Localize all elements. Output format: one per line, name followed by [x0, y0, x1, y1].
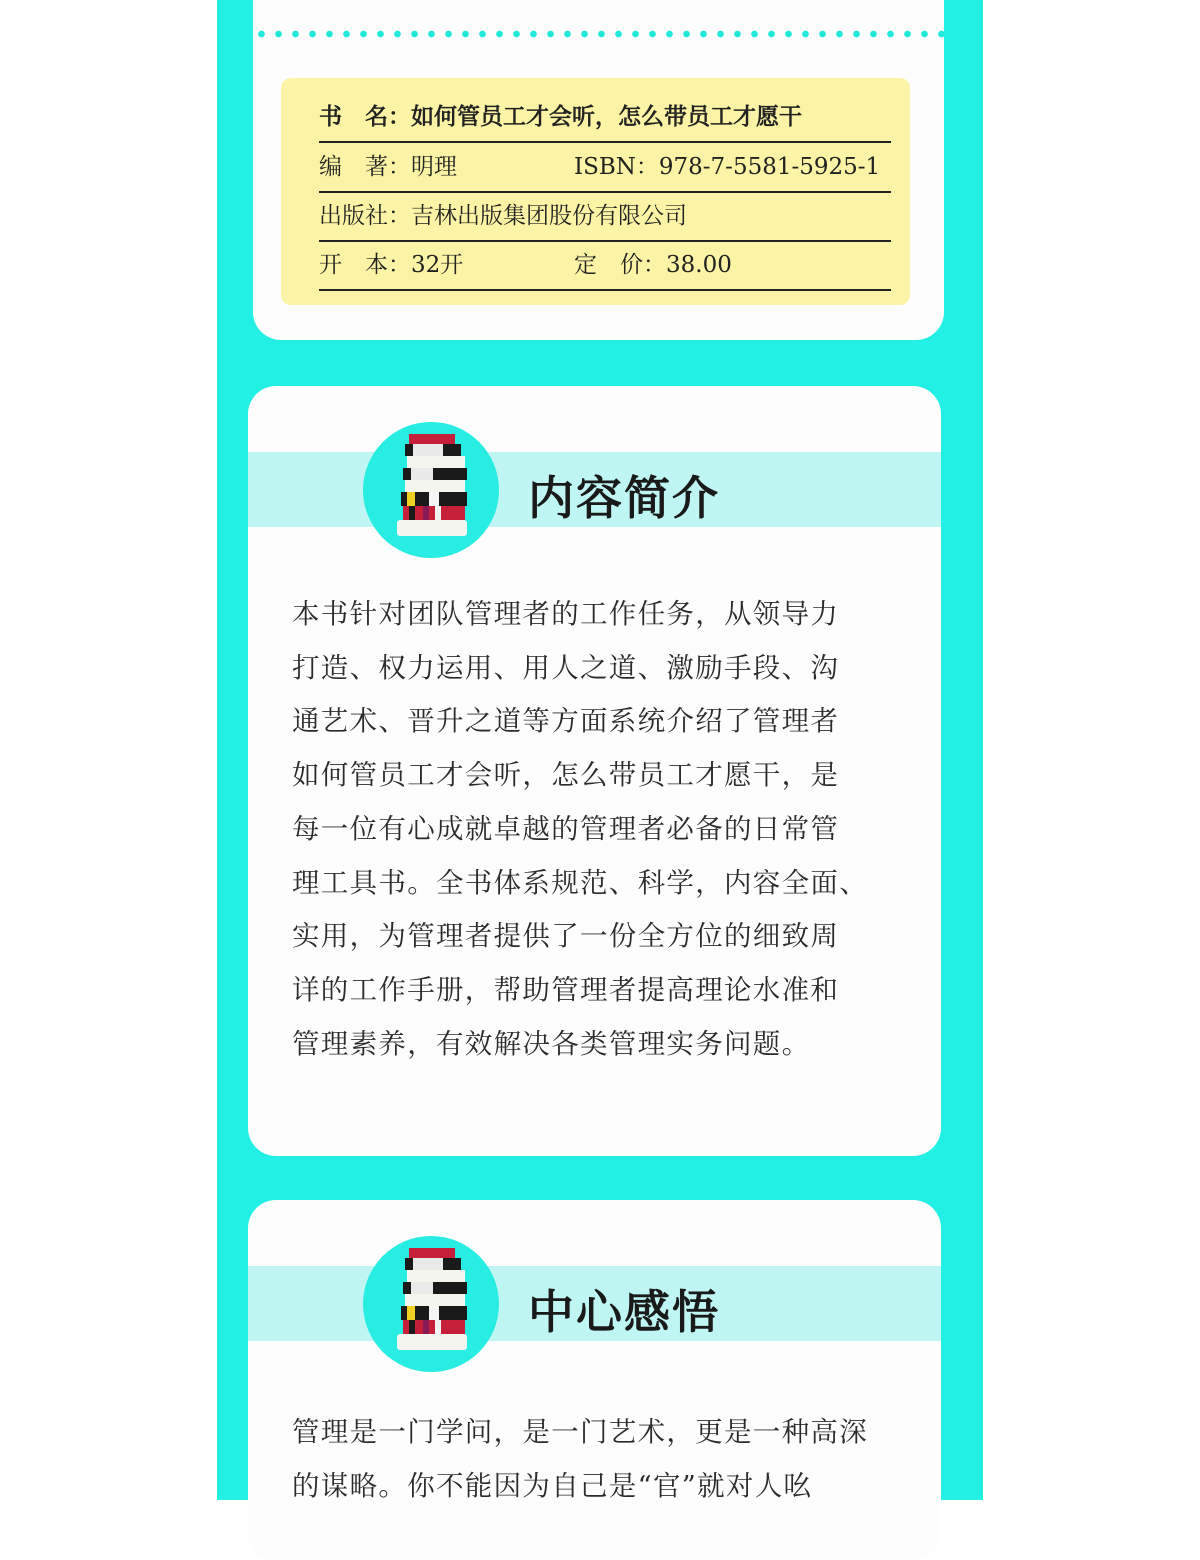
intro-line: 如何管员工才会听，怎么带员工才愿干，是	[292, 759, 840, 792]
intro-line: 理工具书。全书体系规范、科学，内容全面、	[292, 866, 868, 899]
intro-line: 实用，为管理者提供了一份全方位的细致周	[292, 920, 840, 953]
insight-heading: 中心感悟	[528, 1285, 720, 1339]
book-isbn	[574, 143, 880, 191]
book-price-value: 38.00	[666, 252, 732, 278]
intro-line: 每一位有心成就卓越的管理者必备的日常管	[292, 812, 840, 845]
dotted-divider	[253, 28, 944, 40]
book-title-value: 如何管员工才会听，怎么带员工才愿干	[411, 104, 802, 130]
book-price-label: 定 价：	[574, 252, 666, 278]
book-stack-icon	[363, 1236, 499, 1372]
book-title-label: 书 名：	[319, 104, 411, 130]
insight-line: 管理是一门学问，是一门艺术，更是一种高深	[292, 1416, 868, 1448]
intro-line: 打造、权力运用、用人之道、激励手段、沟	[292, 651, 840, 684]
intro-heading: 内容简介	[528, 471, 720, 525]
intro-line: 通艺术、晋升之道等方面系统介绍了管理者	[292, 705, 840, 738]
book-author-row	[319, 143, 891, 193]
intro-paragraph	[292, 588, 892, 1071]
book-price	[574, 241, 732, 289]
book-format-label: 开 本：	[319, 252, 411, 278]
book-publisher-label: 出版社：	[319, 203, 411, 229]
insight-line: 的谋略。你不能因为自己是“官”就对人吆	[292, 1469, 813, 1502]
insight-paragraph	[292, 1406, 892, 1513]
intro-line: 管理素养，有效解决各类管理实务问题。	[292, 1027, 811, 1060]
book-stack-icon	[363, 422, 499, 558]
intro-line: 本书针对团队管理者的工作任务，从领导力	[292, 598, 840, 630]
book-publisher-value: 吉林出版集团股份有限公司	[411, 203, 687, 229]
book-format-value: 32开	[411, 252, 464, 278]
book-author-label: 编 著：	[319, 154, 411, 180]
book-publisher-row	[319, 192, 891, 242]
book-author-value: 明理	[411, 154, 457, 180]
book-title-row	[319, 93, 891, 143]
book-isbn-label: ISBN：	[574, 154, 659, 180]
intro-line: 详的工作手册，帮助管理者提高理论水准和	[292, 973, 840, 1006]
book-format-row	[319, 241, 891, 291]
book-isbn-value: 978-7-5581-5925-1	[658, 154, 881, 180]
